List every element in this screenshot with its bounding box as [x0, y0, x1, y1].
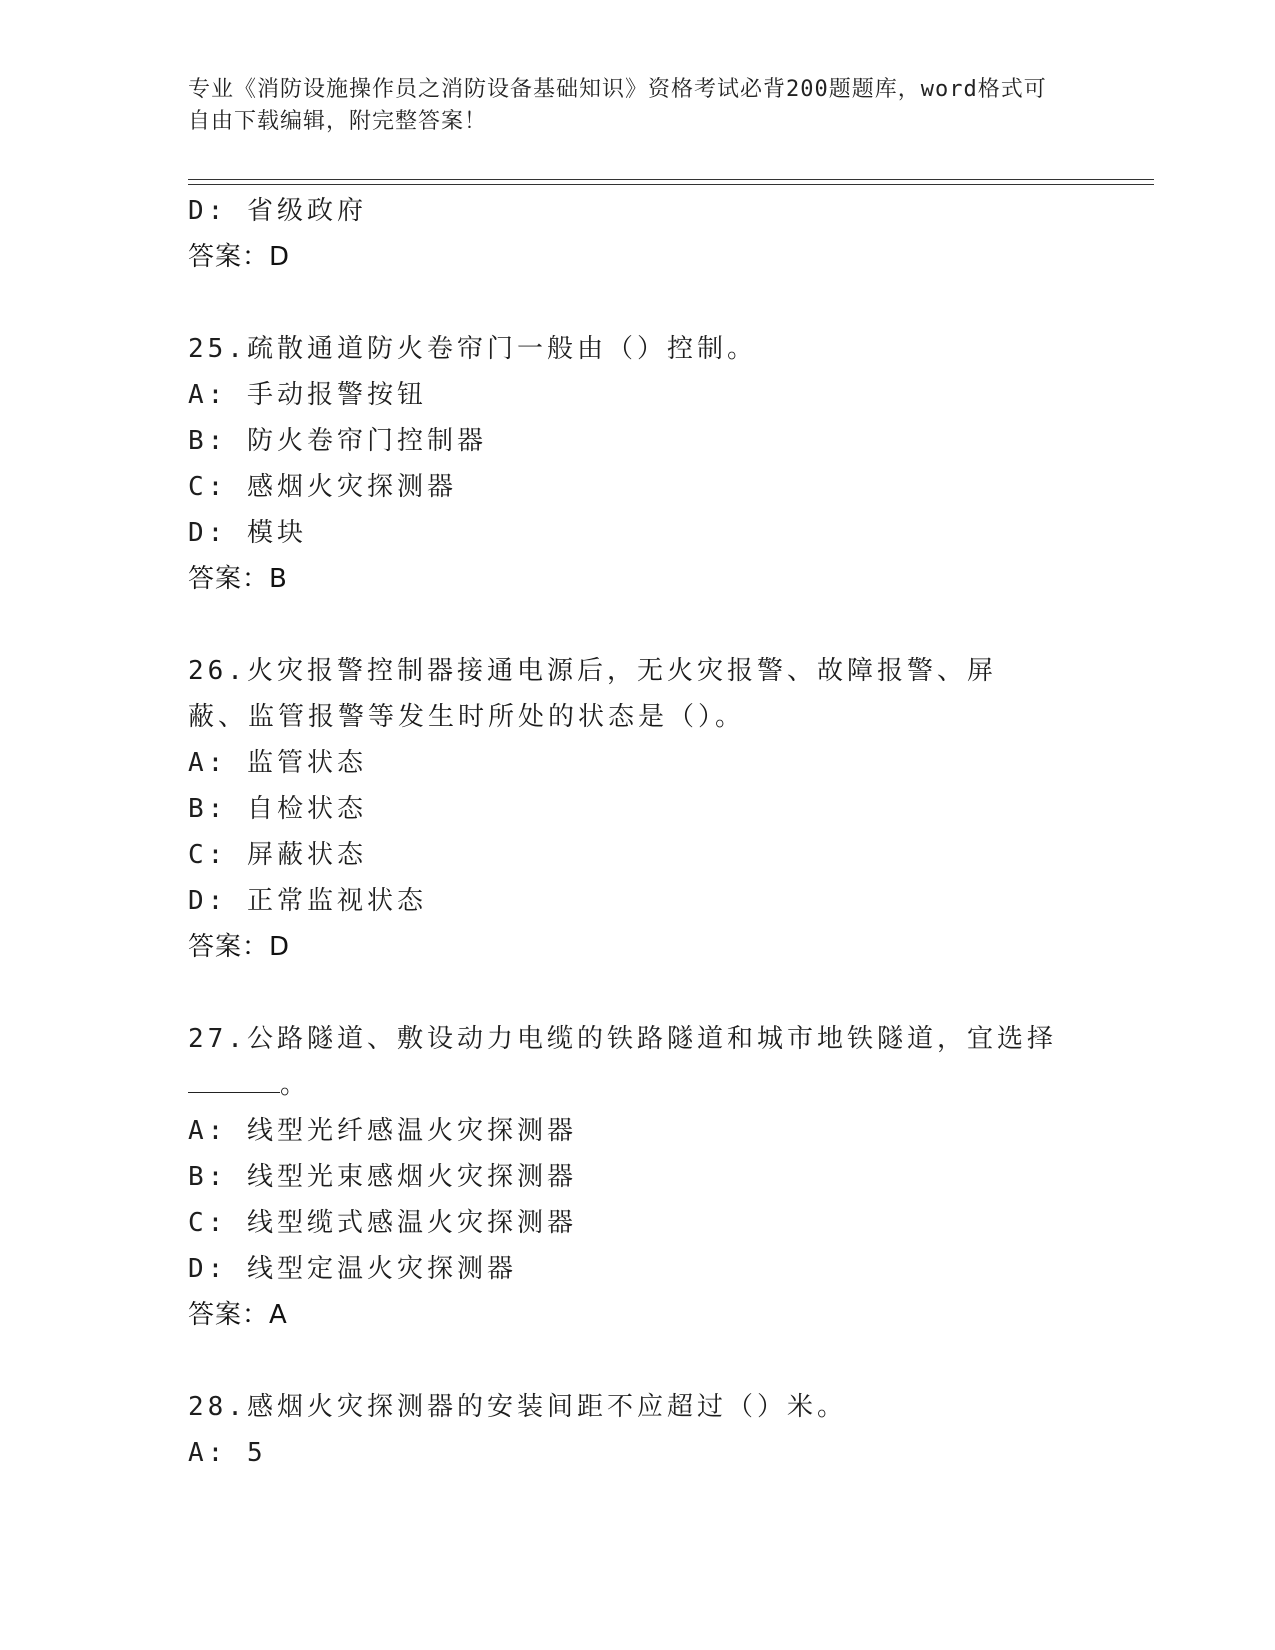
question-title: 27.公路隧道、敷设动力电缆的铁路隧道和城市地铁隧道，宜选择: [188, 1024, 1057, 1054]
option-a: A: 线型光纤感温火灾探测器: [188, 1116, 577, 1146]
option-c: C: 感烟火灾探测器: [188, 472, 457, 502]
option-d: D: 省级政府: [188, 196, 367, 226]
question-title: 28.感烟火灾探测器的安装间距不应超过（）米。: [188, 1392, 847, 1422]
question-title: 25.疏散通道防火卷帘门一般由（）控制。: [188, 334, 757, 364]
document-header: [188, 74, 1068, 138]
option-d: D: 模块: [188, 518, 307, 548]
blank-suffix: 。: [280, 1070, 307, 1100]
question-list: [188, 188, 1088, 1476]
answer-line: 答案：A: [188, 1300, 288, 1330]
spacer: [188, 280, 1088, 326]
fill-in-blank: [188, 1062, 1088, 1108]
option-b: B: 线型光束感烟火灾探测器: [188, 1162, 577, 1192]
spacer: [188, 602, 1088, 648]
header-text: 专业《消防设施操作员之消防设备基础知识》资格考试必背200题题库，word格式可自由下载编辑，附完整答案！: [188, 77, 1047, 134]
spacer: [188, 970, 1088, 1016]
question-block: [188, 326, 1088, 602]
option-d: D: 线型定温火灾探测器: [188, 1254, 517, 1284]
header-rule-top: [188, 179, 1154, 180]
option-c: C: 屏蔽状态: [188, 840, 367, 870]
option-b: B: 防火卷帘门控制器: [188, 426, 487, 456]
header-rule-bottom: [188, 184, 1154, 185]
option-a: A: 监管状态: [188, 748, 367, 778]
option-c: C: 线型缆式感温火灾探测器: [188, 1208, 577, 1238]
spacer: [188, 1338, 1088, 1384]
answer-line: 答案：B: [188, 564, 288, 594]
answer-line: 答案：D: [188, 932, 291, 962]
answer-line: 答案：D: [188, 242, 291, 272]
question-block: [188, 648, 1088, 970]
question-title: 26.火灾报警控制器接通电源后，无火灾报警、故障报警、屏蔽、监管报警等发生时所处的状态是（）。: [188, 656, 997, 732]
option-a: A: 5: [188, 1438, 267, 1468]
option-a: A: 手动报警按钮: [188, 380, 427, 410]
question-block: [188, 1016, 1088, 1338]
question-block: [188, 1384, 1088, 1476]
blank-underline: [188, 1068, 280, 1093]
option-b: B: 自检状态: [188, 794, 367, 824]
option-d: D: 正常监视状态: [188, 886, 427, 916]
